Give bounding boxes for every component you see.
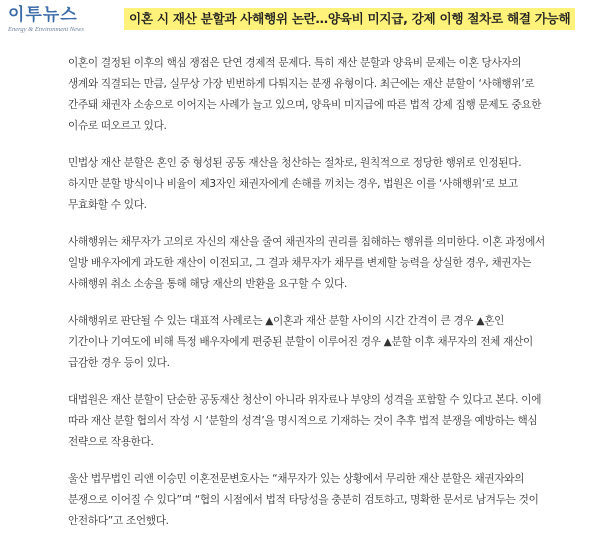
- article-body: [68, 53, 546, 548]
- article-paragraph-1: 이혼이 결정된 이후의 핵심 쟁점은 단연 경제적 문제다. 특히 재산 분할과 양육비 문제는 이혼 당사자의 생계와 직결되는 만큼, 실무상 가장 빈번하게 다퉈지는 분쟁 유형이다. 최근에는 재산 분할이 ‘사해행위’로 간주돼 채권자 소송으로 이어지는 사례가 늘고 있으며, 양육비 미지급에 따른 법적 강제 집행 문제도 중요한 이슈로 떠오르고 있다.: [68, 57, 542, 132]
- logo-name: 이투뉴스: [8, 5, 78, 25]
- logo-tagline: Energy & Environment News: [8, 26, 84, 33]
- article-paragraph-2: 민법상 재산 분할은 혼인 중 형성된 공동 재산을 청산하는 절차로, 원칙적으로 정당한 행위로 인정된다. 하지만 분할 방식이나 비율이 제3자인 채권자에게 손해를 끼치는 경우, 법원은 이를 ‘사해행위’로 보고 무효화할 수 있다.: [68, 157, 522, 211]
- publication-logo[interactable]: [8, 6, 120, 36]
- article-paragraph-3: 사해행위는 채무자가 고의로 자신의 재산을 줄여 채권자의 권리를 침해하는 행위를 의미한다. 이혼 과정에서 일방 배우자에게 과도한 재산이 이전되고, 그 결과 채무자가 채무를 변제할 능력을 상실한 경우, 채권자는 사해행위 취소 소송을 통해 해당 재산의 반환을 요구할 수 있다.: [68, 236, 545, 290]
- article-paragraph-6: 울산 법무법인 리앤 이승민 이혼전문변호사는 “채무자가 있는 상황에서 무리한 재산 분할은 채권자와의 분쟁으로 이어질 수 있다”며 “협의 시점에서 법적 타당성을 충분히 검토하고, 명확한 문서로 남겨두는 것이 안전하다”고 조언했다.: [68, 473, 539, 527]
- article-paragraph-5: 대법원은 재산 분할이 단순한 공동재산 청산이 아니라 위자료나 부양의 성격을 포함할 수 있다고 본다. 이에 따라 재산 분할 협의서 작성 시 ‘분할의 성격’을 명시적으로 기재하는 것이 추후 법적 분쟁을 예방하는 핵심 전략으로 작용한다.: [68, 394, 542, 448]
- article-headline: 이혼 시 재산 분할과 사해행위 논란…양육비 미지급, 강제 이행 절차로 해결 가능해: [124, 8, 575, 30]
- page-header: [0, 0, 600, 42]
- article-paragraph-4: 사해행위로 판단될 수 있는 대표적 사례로는 ▲이혼과 재산 분할 사이의 시간 간격이 큰 경우 ▲혼인 기간이나 기여도에 비해 특정 배우자에게 편중된 분할이 이루어진 경우 ▲분할 이후 채무자의 전체 재산이 급감한 경우 등이 있다.: [68, 315, 533, 369]
